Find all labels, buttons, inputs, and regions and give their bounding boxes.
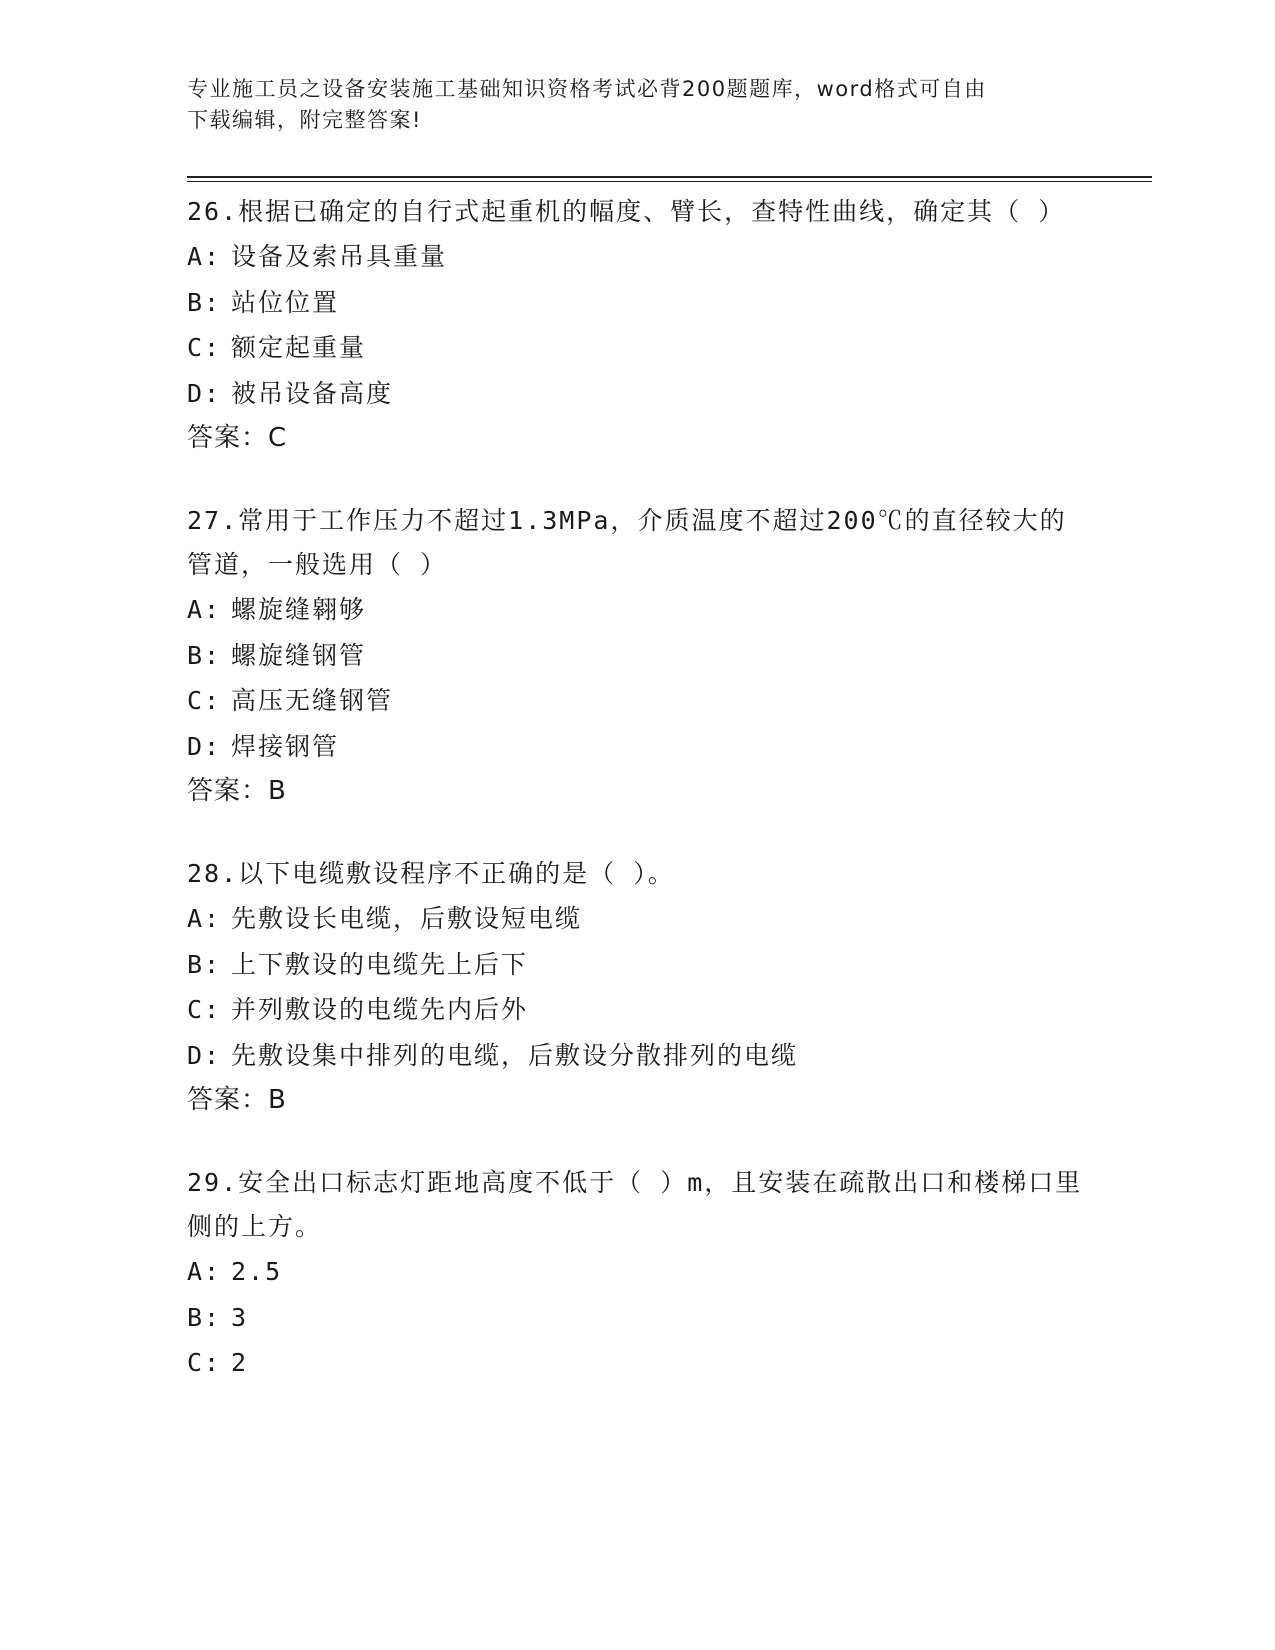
option-letter: C: xyxy=(187,995,222,1024)
question-26 xyxy=(187,190,1087,461)
header-divider-thick xyxy=(187,176,1152,178)
question-29 xyxy=(187,1161,1087,1386)
option-a xyxy=(187,587,1087,633)
option-letter: A: xyxy=(187,904,222,933)
option-letter: B: xyxy=(187,287,222,317)
header-line-1: 专业施工员之设备安装施工基础知识资格考试必背200题题库，word格式可自由 xyxy=(187,77,987,101)
option-text: 螺旋缝翱够 xyxy=(231,595,367,624)
option-c xyxy=(187,325,1087,371)
option-text: 高压无缝钢管 xyxy=(231,686,394,715)
option-letter: B: xyxy=(187,640,222,670)
answer-line: 答案：C xyxy=(187,423,288,453)
document-header xyxy=(187,74,1087,136)
option-a xyxy=(187,896,1087,942)
answer-line: 答案：B xyxy=(187,776,287,806)
option-b xyxy=(187,942,1087,988)
option-letter: B: xyxy=(187,949,222,979)
question-stem: 26.根据已确定的自行式起重机的幅度、臂长，查特性曲线，确定其（ ） xyxy=(187,197,1066,226)
option-letter: C: xyxy=(187,1348,222,1377)
option-letter: B: xyxy=(187,1302,222,1332)
option-text: 站位位置 xyxy=(231,287,340,317)
question-stem: 29.安全出口标志灯距地高度不低于（ ）m，且安装在疏散出口和楼梯口里侧的上方。 xyxy=(187,1168,1083,1241)
option-text: 额定起重量 xyxy=(231,333,367,362)
option-text: 上下敷设的电缆先上后下 xyxy=(231,949,529,979)
question-list xyxy=(187,190,1087,1424)
option-text: 焊接钢管 xyxy=(231,731,340,761)
option-letter: A: xyxy=(187,595,222,624)
option-c xyxy=(187,1340,1087,1386)
header-divider-thin xyxy=(187,181,1152,182)
option-text: 先敷设长电缆，后敷设短电缆 xyxy=(231,904,583,933)
option-text: 先敷设集中排列的电缆，后敷设分散排列的电缆 xyxy=(231,1040,799,1070)
option-letter: A: xyxy=(187,242,222,271)
option-text: 2.5 xyxy=(231,1257,283,1286)
question-27 xyxy=(187,499,1087,814)
option-text: 3 xyxy=(231,1302,249,1332)
option-c xyxy=(187,678,1087,724)
option-b xyxy=(187,1295,1087,1341)
answer-line: 答案：B xyxy=(187,1085,287,1115)
option-d xyxy=(187,724,1087,770)
option-a xyxy=(187,234,1087,280)
option-text: 螺旋缝钢管 xyxy=(231,640,367,670)
question-28 xyxy=(187,852,1087,1123)
option-text: 2 xyxy=(231,1348,249,1377)
option-c xyxy=(187,987,1087,1033)
option-a xyxy=(187,1249,1087,1295)
option-text: 并列敷设的电缆先内后外 xyxy=(231,995,529,1024)
option-letter: A: xyxy=(187,1257,222,1286)
question-stem: 27.常用于工作压力不超过1.3MPa，介质温度不超过200℃的直径较大的管道，一般选用（ ） xyxy=(187,506,1067,579)
option-letter: C: xyxy=(187,686,222,715)
question-stem: 28.以下电缆敷设程序不正确的是（ ）。 xyxy=(187,859,675,888)
option-letter: D: xyxy=(187,1040,222,1070)
option-b xyxy=(187,633,1087,679)
option-d xyxy=(187,1033,1087,1079)
option-letter: C: xyxy=(187,333,222,362)
option-letter: D: xyxy=(187,731,222,761)
option-b xyxy=(187,280,1087,326)
header-line-2: 下载编辑，附完整答案! xyxy=(187,108,422,132)
option-letter: D: xyxy=(187,378,222,408)
option-text: 被吊设备高度 xyxy=(231,378,394,408)
option-text: 设备及索吊具重量 xyxy=(231,242,448,271)
option-d xyxy=(187,371,1087,417)
